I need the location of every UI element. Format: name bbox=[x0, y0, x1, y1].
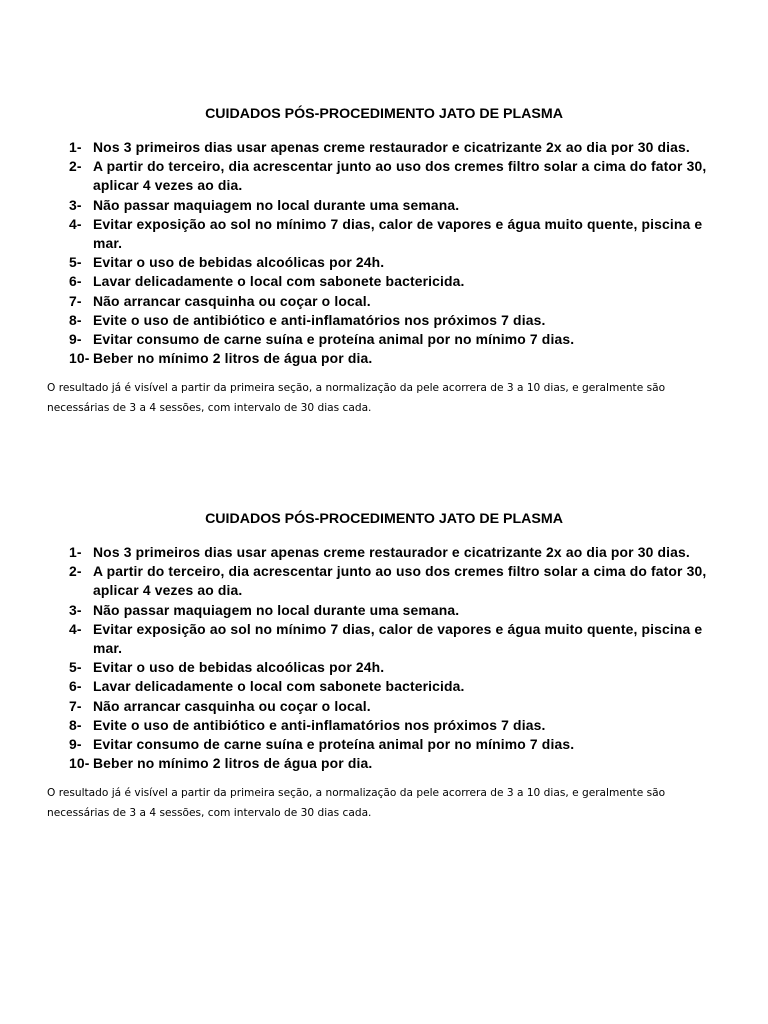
item-text: Evitar exposição ao sol no mínimo 7 dias, calor de vapores e água muito quente, piscina e mar. bbox=[93, 620, 703, 657]
item-number: 8- bbox=[69, 716, 82, 733]
item-text: Beber no mínimo 2 litros de água por dia. bbox=[93, 350, 373, 367]
results-note: O resultado já é visível a partir da primeira seção, a normalização da pele acorrera de 3 a 10 dias, e geralmente são necessárias de 3 a 4 sessões, com intervalo de 30 dias cada. bbox=[47, 382, 666, 414]
list-item bbox=[0, 138, 768, 157]
section-title: CUIDADOS PÓS-PROCEDIMENTO JATO DE PLASMA bbox=[205, 106, 563, 122]
item-number: 5- bbox=[69, 659, 82, 676]
item-number: 6- bbox=[69, 678, 82, 695]
item-text: Beber no mínimo 2 litros de água por dia. bbox=[93, 755, 373, 772]
item-text: A partir do terceiro, dia acrescentar junto ao uso dos cremes filtro solar a cima do fator 30, aplicar 4 vezes ao dia. bbox=[93, 563, 707, 599]
item-text: Lavar delicadamente o local com sabonete bactericida. bbox=[93, 678, 465, 695]
item-number: 3- bbox=[69, 601, 82, 618]
results-note: O resultado já é visível a partir da primeira seção, a normalização da pele acorrera de 3 a 10 dias, e geralmente são necessárias de 3 a 4 sessões, com intervalo de 30 dias cada. bbox=[47, 787, 666, 819]
list-item bbox=[0, 658, 768, 677]
list-item bbox=[0, 562, 768, 600]
item-text: Nos 3 primeiros dias usar apenas creme restaurador e cicatrizante 2x ao dia por 30 dias. bbox=[93, 139, 690, 155]
list-item bbox=[0, 754, 768, 773]
item-number: 9- bbox=[69, 331, 82, 348]
list-item bbox=[0, 253, 768, 272]
list-item bbox=[0, 543, 768, 562]
care-section-1 bbox=[0, 104, 768, 418]
item-text: Não arrancar casquinha ou coçar o local. bbox=[93, 697, 371, 714]
list-item bbox=[0, 735, 768, 754]
list-item bbox=[0, 330, 768, 349]
care-instructions-list bbox=[0, 543, 768, 773]
item-number: 8- bbox=[69, 311, 82, 328]
item-text: Evite o uso de antibiótico e anti-inflamatórios nos próximos 7 dias. bbox=[93, 716, 546, 733]
list-item bbox=[0, 196, 768, 215]
item-number: 2- bbox=[69, 563, 82, 580]
list-item bbox=[0, 620, 768, 658]
list-item bbox=[0, 677, 768, 696]
list-item bbox=[0, 292, 768, 311]
list-item bbox=[0, 272, 768, 291]
list-item bbox=[0, 697, 768, 716]
list-item bbox=[0, 716, 768, 735]
item-number: 4- bbox=[69, 215, 82, 232]
list-item bbox=[0, 349, 768, 368]
item-number: 5- bbox=[69, 254, 82, 271]
care-instructions-list bbox=[0, 138, 768, 368]
item-text: Não passar maquiagem no local durante uma semana. bbox=[93, 601, 460, 618]
item-text: Nos 3 primeiros dias usar apenas creme restaurador e cicatrizante 2x ao dia por 30 dias. bbox=[93, 544, 690, 560]
item-text: A partir do terceiro, dia acrescentar junto ao uso dos cremes filtro solar a cima do fator 30, aplicar 4 vezes ao dia. bbox=[93, 158, 707, 194]
item-text: Evitar o uso de bebidas alcoólicas por 24h. bbox=[93, 659, 385, 676]
item-number: 10- bbox=[69, 755, 90, 772]
item-text: Não passar maquiagem no local durante uma semana. bbox=[93, 196, 460, 213]
item-text: Evitar o uso de bebidas alcoólicas por 24h. bbox=[93, 254, 385, 271]
item-number: 7- bbox=[69, 292, 82, 309]
item-number: 1- bbox=[69, 139, 82, 155]
item-number: 4- bbox=[69, 620, 82, 637]
item-number: 3- bbox=[69, 196, 82, 213]
item-number: 9- bbox=[69, 736, 82, 753]
item-number: 10- bbox=[69, 350, 90, 367]
list-item bbox=[0, 311, 768, 330]
item-text: Evite o uso de antibiótico e anti-inflamatórios nos próximos 7 dias. bbox=[93, 311, 546, 328]
item-number: 2- bbox=[69, 158, 82, 175]
list-item bbox=[0, 215, 768, 253]
item-text: Evitar consumo de carne suína e proteína animal por no mínimo 7 dias. bbox=[93, 736, 575, 753]
section-title: CUIDADOS PÓS-PROCEDIMENTO JATO DE PLASMA bbox=[205, 511, 563, 527]
item-number: 6- bbox=[69, 273, 82, 290]
care-section-2 bbox=[0, 509, 768, 823]
item-text: Evitar exposição ao sol no mínimo 7 dias, calor de vapores e água muito quente, piscina e mar. bbox=[93, 215, 703, 252]
list-item bbox=[0, 601, 768, 620]
item-text: Não arrancar casquinha ou coçar o local. bbox=[93, 292, 371, 309]
item-number: 7- bbox=[69, 697, 82, 714]
item-number: 1- bbox=[69, 544, 82, 560]
item-text: Evitar consumo de carne suína e proteína animal por no mínimo 7 dias. bbox=[93, 331, 575, 348]
list-item bbox=[0, 157, 768, 195]
item-text: Lavar delicadamente o local com sabonete bactericida. bbox=[93, 273, 465, 290]
